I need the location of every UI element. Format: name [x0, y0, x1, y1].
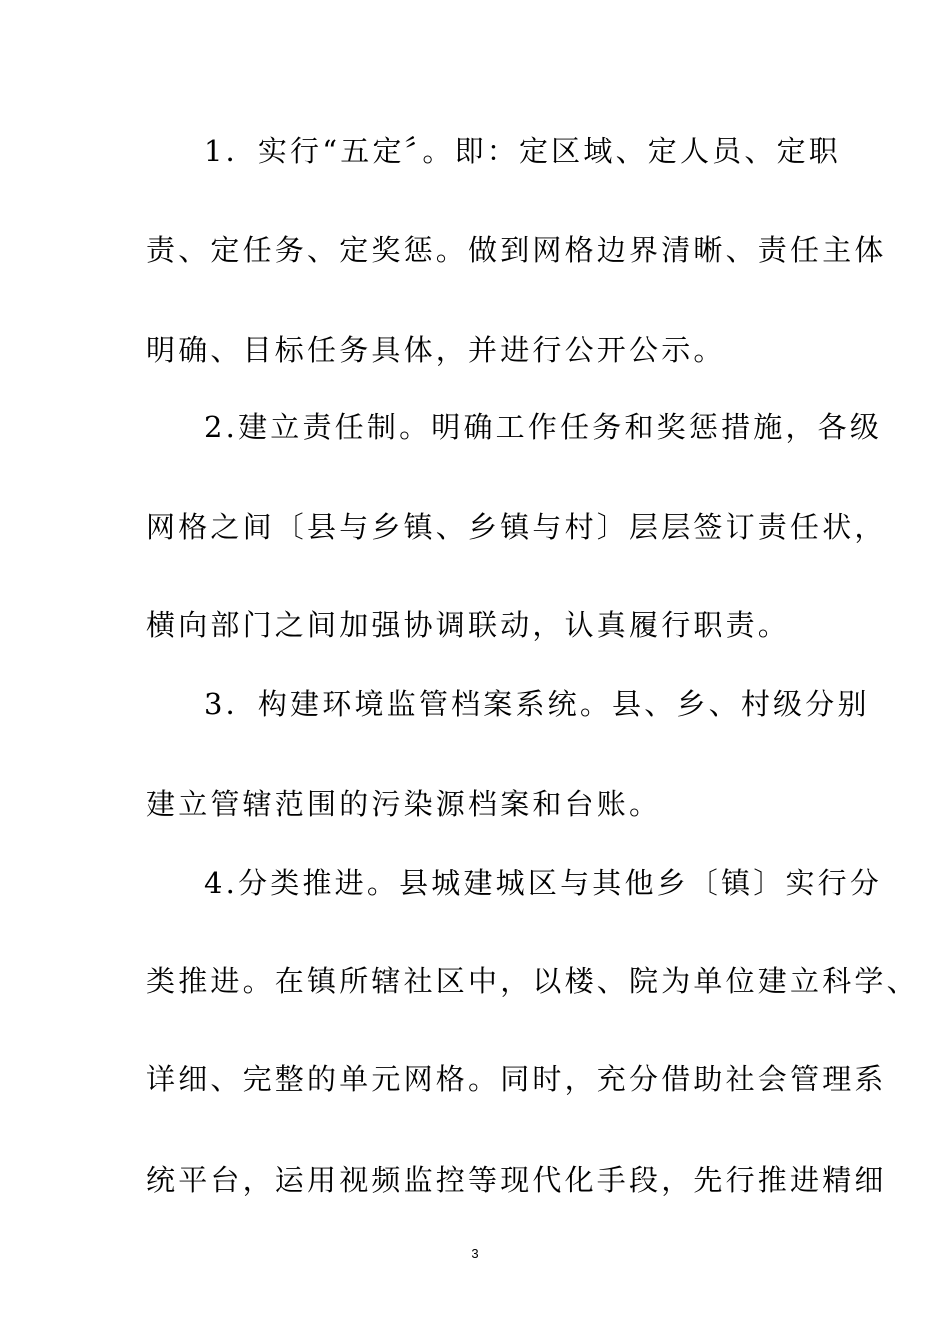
- paragraph-3-line-1: 3．构建环境监管档案系统。县、乡、村级分别: [204, 687, 870, 721]
- paragraph-1-line-3: 明确、目标任务具体，并进行公开公示。: [146, 333, 726, 367]
- paragraph-1-line-1: 1．实行“五定〞。即：定区域、定人员、定职: [204, 134, 841, 168]
- paragraph-2-line-1: 2.建立责任制。明确工作任务和奖惩措施，各级: [204, 410, 883, 444]
- paragraph-4-line-1: 4.分类推进。县城建城区与其他乡〔镇〕实行分: [204, 866, 883, 900]
- page-number: 3: [471, 1246, 479, 1261]
- paragraph-2-line-2: 网格之间〔县与乡镇、乡镇与村〕层层签订责任状，: [146, 510, 887, 544]
- paragraph-4-line-4: 统平台，运用视频监控等现代化手段，先行推进精细: [146, 1163, 887, 1197]
- paragraph-1-line-2: 责、定任务、定奖惩。做到网格边界清晰、责任主体: [146, 233, 887, 267]
- paragraph-3-line-2: 建立管辖范围的污染源档案和台账。: [146, 787, 662, 821]
- paragraph-2-line-3: 横向部门之间加强协调联动，认真履行职责。: [146, 608, 791, 642]
- paragraph-4-line-3: 详细、完整的单元网格。同时，充分借助社会管理系: [146, 1062, 887, 1096]
- paragraph-4-line-2: 类推进。在镇所辖社区中，以楼、院为单位建立科学、: [146, 964, 919, 998]
